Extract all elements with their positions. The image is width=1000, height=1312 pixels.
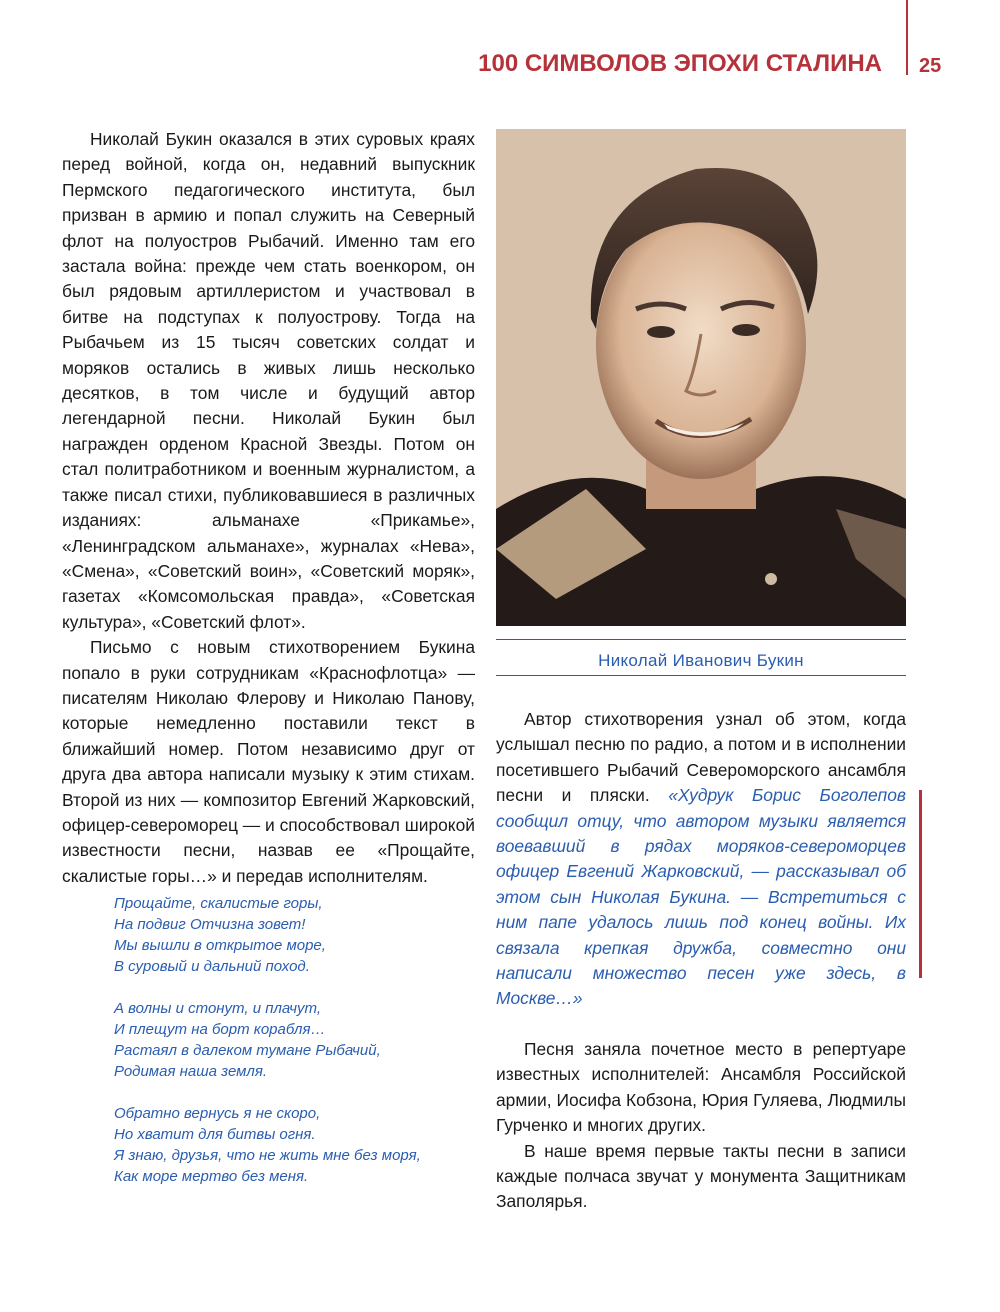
portrait-illustration: [496, 129, 906, 626]
poem-stanza: [114, 893, 454, 977]
caption-rule-top: [496, 639, 906, 640]
page-number: 25: [919, 55, 942, 77]
poem-stanza: [114, 1103, 454, 1187]
poem-line: Мы вышли в открытое море,: [114, 937, 326, 954]
portrait-photo: [496, 129, 906, 626]
poem-line: А волны и стонут, и плачут,: [114, 1000, 322, 1017]
paragraph-3: [496, 707, 906, 1012]
paragraph-3-lead: Автор стихотворения узнал об этом, когда услышал песню по радио, а потом и в исполнении посетившего Рыбачий Североморского ансамбля песни и пляски.: [496, 709, 906, 806]
photo-caption: Николай Иванович Букин: [598, 651, 804, 670]
paragraph-2: Письмо с новым стихотворением Букина попало в руки сотрудникам «Краснофлотца» — писателям Николаю Флерову и Николаю Панову, которые немедленно поставили текст в ближайший номер. Потом независимо друг от друга два автора написали музыку к этим стихам. Второй из них — композитор Евгений Жарковский, офицер-североморец — и способствовал широкой известности песни, назвав ее «Прощайте, скалистые горы…» и передав исполнителям.: [62, 637, 475, 886]
paragraph-5: В наше время первые такты песни в записи каждые полчаса звучат у монумента Защитникам Заполярья.: [496, 1140, 906, 1212]
quote-accent-bar: [919, 790, 922, 978]
page-header-title: 100 СИМВОЛОВ ЭПОХИ СТАЛИНА: [478, 50, 882, 77]
poem: [114, 893, 454, 1208]
poem-line: Как море мертво без меня.: [114, 1168, 309, 1185]
poem-line: И плещут на борт корабля…: [114, 1021, 326, 1038]
paragraph-4: Песня заняла почетное место в репертуаре известных исполнителей: Ансамбля Российской армии, Иосифа Кобзона, Юрия Гуляева, Людмилы Гурченко и многих других.: [496, 1038, 906, 1136]
right-column: [496, 707, 906, 1215]
paragraph-spacer: [496, 1012, 906, 1037]
paragraph-1: Николай Букин оказался в этих суровых краях перед войной, когда он, недавний выпускник Пермского педагогического института, был призван в армию и попал служить на Северный флот на полуостров Рыбачий. Именно там его застала война: прежде чем стать военкором, он был рядовым артиллеристом и участвовал в битве на подступах к полуострову. Тогда на Рыбачьем из 15 тысяч советских солдат и моряков остались в живых лишь несколько десятков, в том числе и будущий автор легендарной песни. Николай Букин был награжден орденом Красной Звезды. Потом он стал политработником и военным журналистом, а также писал стихи, публиковавшиеся в различных изданиях: альманахе «Прикамье», «Ленинградском альманахе», журналах «Нева», «Смена», «Советский воин», «Советский моряк», газетах «Комсомольская правда», «Советская культура», «Советский флот».: [62, 129, 475, 632]
poem-line: На подвиг Отчизна зовет!: [114, 916, 306, 933]
poem-line: Прощайте, скалистые горы,: [114, 895, 323, 912]
son-quote: «Худрук Борис Боголепов сообщил отцу, что автором музыки является воевавший в рядах моряков-североморцев офицер Евгений Жарковский, — рассказывал об этом сын Николая Букина. — Встретиться с ним папе удалось лишь под конец войны. Их связала крепкая дружба, совместно они написали множество песен уже здесь, в Москве…»: [496, 785, 906, 1009]
caption-rule-bottom: [496, 675, 906, 676]
header-divider: [906, 0, 908, 75]
poem-line: Обратно вернусь я не скоро,: [114, 1105, 321, 1122]
poem-line: Но хватит для битвы огня.: [114, 1126, 316, 1143]
poem-line: Я знаю, друзья, что не жить мне без моря,: [114, 1147, 421, 1164]
poem-stanza: [114, 998, 454, 1082]
poem-line: В суровый и дальний поход.: [114, 958, 310, 975]
left-column: [62, 127, 475, 889]
poem-line: Растаял в далеком тумане Рыбачий,: [114, 1042, 381, 1059]
poem-line: Родимая наша земля.: [114, 1063, 268, 1080]
